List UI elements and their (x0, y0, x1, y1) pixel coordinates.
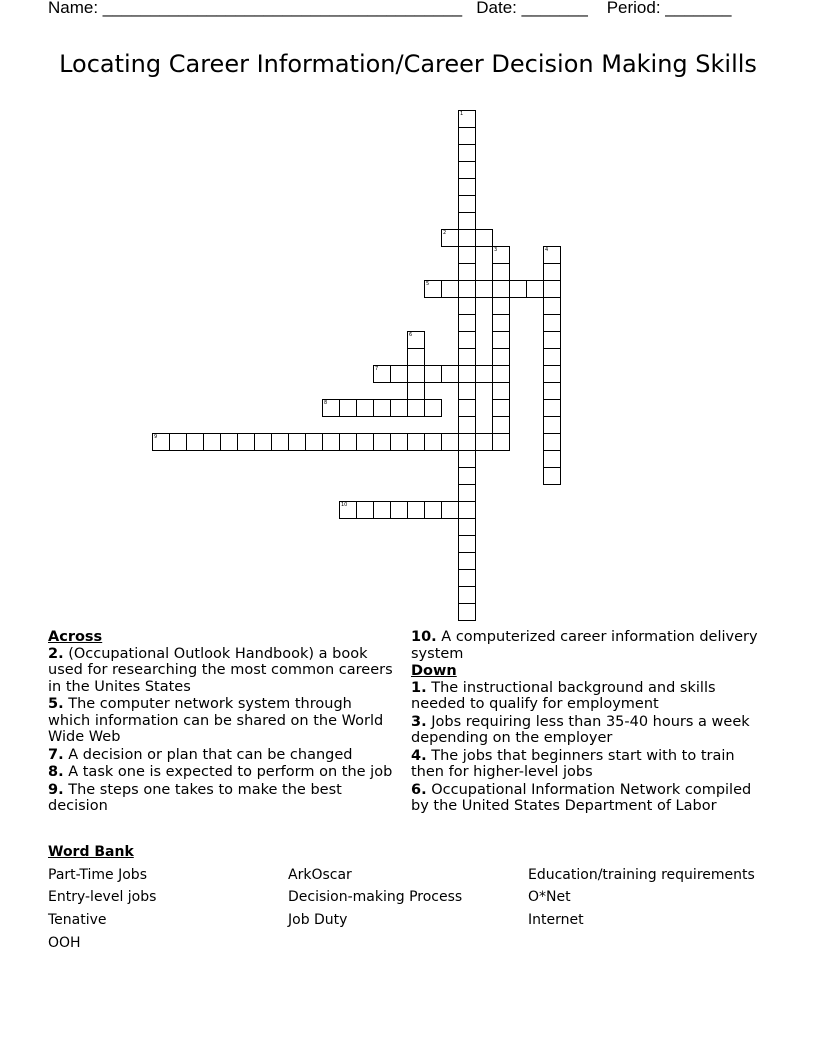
grid-cell[interactable] (424, 280, 442, 298)
clue-number: 10 (341, 502, 348, 508)
grid-cell[interactable] (492, 331, 510, 349)
grid-cell[interactable] (543, 263, 561, 281)
grid-cell[interactable] (458, 280, 476, 298)
clue-across-5: 5. The computer network system through which information can be shared on the World Wide Web (48, 696, 384, 745)
word-bank-item: Part-Time Jobs (48, 867, 147, 883)
word-bank-item: Decision-making Process (288, 889, 463, 905)
word-bank-item: OOH (48, 935, 81, 951)
grid-cell[interactable] (288, 433, 306, 451)
grid-cell[interactable] (390, 433, 408, 451)
clue-number: 7 (375, 366, 379, 372)
grid-cell[interactable] (339, 501, 357, 519)
grid-cell[interactable] (492, 382, 510, 400)
clue-number: 9 (154, 434, 158, 440)
grid-cell[interactable] (458, 535, 476, 553)
clue-across-2: 2. (Occupational Outlook Handbook) a book used for researching the most common careers in the Unites States (48, 645, 393, 695)
grid-cell[interactable] (458, 586, 476, 604)
grid-cell[interactable] (458, 484, 476, 502)
clue-across-8: 8. A task one is expected to perform on the job (48, 764, 393, 780)
clue-across-9: 9. The steps one takes to make the best decision (48, 781, 342, 814)
grid-cell[interactable] (458, 178, 476, 196)
grid-cell[interactable] (271, 433, 289, 451)
grid-cell[interactable] (543, 416, 561, 434)
page-title: Locating Career Information/Career Decision Making Skills (59, 50, 757, 78)
clue-number: 2 (443, 230, 447, 236)
down-heading: Down (411, 663, 457, 679)
grid-cell[interactable] (339, 433, 357, 451)
grid-cell[interactable] (458, 127, 476, 145)
grid-cell[interactable] (492, 314, 510, 332)
grid-cell[interactable] (441, 280, 459, 298)
across-heading: Across (48, 629, 103, 645)
period-field-label: Period: _______ (606, 0, 732, 17)
word-bank-item: Job Duty (288, 912, 348, 928)
grid-cell[interactable] (458, 314, 476, 332)
grid-cell[interactable] (305, 433, 323, 451)
grid-cell[interactable] (492, 433, 510, 451)
grid-cell[interactable] (458, 603, 476, 621)
grid-cell[interactable] (492, 365, 510, 383)
grid-cell[interactable] (356, 399, 374, 417)
grid-cell[interactable] (373, 501, 391, 519)
grid-cell[interactable] (458, 161, 476, 179)
grid-cell[interactable] (356, 501, 374, 519)
grid-cell[interactable] (543, 246, 561, 264)
grid-cell[interactable] (458, 229, 476, 247)
grid-cell[interactable] (339, 399, 357, 417)
grid-cell[interactable] (424, 399, 442, 417)
grid-cell[interactable] (492, 348, 510, 366)
grid-cell[interactable] (458, 110, 476, 128)
grid-cell[interactable] (543, 467, 561, 485)
grid-cell[interactable] (458, 416, 476, 434)
grid-cell[interactable] (424, 433, 442, 451)
grid-cell[interactable] (220, 433, 238, 451)
grid-cell[interactable] (543, 314, 561, 332)
grid-cell[interactable] (458, 433, 476, 451)
grid-cell[interactable] (407, 399, 425, 417)
clue-number: 4 (545, 247, 549, 253)
grid-cell[interactable] (543, 382, 561, 400)
grid-cell[interactable] (458, 501, 476, 519)
date-field-label: Date: _______ (476, 0, 588, 17)
grid-cell[interactable] (543, 348, 561, 366)
grid-cell[interactable] (424, 501, 442, 519)
grid-cell[interactable] (458, 195, 476, 213)
grid-cell[interactable] (543, 433, 561, 451)
grid-cell[interactable] (526, 280, 544, 298)
grid-cell[interactable] (492, 297, 510, 315)
clue-down-3: 3. Jobs requiring less than 35-40 hours a week depending on the employer (411, 713, 750, 746)
grid-cell[interactable] (441, 365, 459, 383)
grid-cell[interactable] (458, 348, 476, 366)
clue-number: 6 (409, 332, 413, 338)
grid-cell[interactable] (509, 280, 527, 298)
grid-cell[interactable] (407, 382, 425, 400)
grid-cell[interactable] (458, 552, 476, 570)
grid-cell[interactable] (390, 399, 408, 417)
grid-cell[interactable] (492, 399, 510, 417)
grid-cell[interactable] (475, 365, 493, 383)
clue-across-7: 7. A decision or plan that can be changed (48, 746, 353, 763)
grid-cell[interactable] (458, 246, 476, 264)
word-bank-item: Entry-level jobs (48, 889, 157, 905)
grid-cell[interactable] (203, 433, 221, 451)
grid-cell[interactable] (458, 569, 476, 587)
grid-cell[interactable] (458, 467, 476, 485)
clue-down-4: 4. The jobs that beginners start with to train then for higher-level jobs (411, 747, 735, 780)
grid-cell[interactable] (441, 433, 459, 451)
word-bank-item: Tenative (48, 912, 107, 928)
grid-cell[interactable] (373, 433, 391, 451)
grid-cell[interactable] (492, 416, 510, 434)
grid-cell[interactable] (458, 399, 476, 417)
grid-cell[interactable] (407, 365, 425, 383)
clue-number: 5 (426, 281, 430, 287)
grid-cell[interactable] (186, 433, 204, 451)
grid-cell[interactable] (441, 229, 459, 247)
grid-cell[interactable] (373, 399, 391, 417)
word-bank-item: O*Net (528, 889, 571, 905)
grid-cell[interactable] (543, 331, 561, 349)
word-bank-item: Internet (528, 912, 584, 928)
grid-cell[interactable] (475, 280, 493, 298)
grid-cell[interactable] (254, 433, 272, 451)
grid-cell[interactable] (390, 365, 408, 383)
grid-cell[interactable] (152, 433, 170, 451)
grid-cell[interactable] (492, 280, 510, 298)
grid-cell[interactable] (356, 433, 374, 451)
grid-cell[interactable] (458, 518, 476, 536)
grid-cell[interactable] (407, 348, 425, 366)
grid-cell[interactable] (543, 365, 561, 383)
clues-left-column (48, 629, 398, 816)
grid-cell[interactable] (237, 433, 255, 451)
word-bank-item: Education/training requirements (528, 867, 755, 883)
grid-cell[interactable] (458, 450, 476, 468)
grid-cell[interactable] (322, 399, 340, 417)
grid-cell[interactable] (458, 263, 476, 281)
clue-number: 8 (324, 400, 328, 406)
grid-cell[interactable] (407, 501, 425, 519)
grid-cell[interactable] (543, 399, 561, 417)
clue-down-6: 6. Occupational Information Network compiled by the United States Department of Labor (411, 781, 752, 814)
grid-cell[interactable] (458, 382, 476, 400)
clue-across-10: 10. A computerized career information delivery system (411, 629, 758, 662)
clue-number: 1 (460, 111, 464, 117)
grid-cell[interactable] (492, 263, 510, 281)
grid-cell[interactable] (441, 501, 459, 519)
grid-cell[interactable] (169, 433, 187, 451)
grid-cell[interactable] (475, 229, 493, 247)
grid-cell[interactable] (458, 331, 476, 349)
grid-cell[interactable] (543, 297, 561, 315)
word-bank-item: ArkOscar (288, 867, 352, 883)
grid-cell[interactable] (407, 433, 425, 451)
grid-cell[interactable] (424, 365, 442, 383)
grid-cell[interactable] (458, 297, 476, 315)
grid-cell[interactable] (373, 365, 391, 383)
clue-number: 3 (494, 247, 498, 253)
grid-cell[interactable] (322, 433, 340, 451)
grid-cell[interactable] (475, 433, 493, 451)
grid-cell[interactable] (458, 365, 476, 383)
clue-down-1: 1. The instructional background and skills needed to qualify for employment (411, 679, 716, 712)
grid-cell[interactable] (543, 280, 561, 298)
word-bank-title: Word Bank (48, 844, 134, 860)
grid-cell[interactable] (458, 212, 476, 230)
clues-right-column (411, 629, 771, 816)
grid-cell[interactable] (492, 246, 510, 264)
name-field-label: Name: ______________________________________ (48, 0, 463, 17)
grid-cell[interactable] (458, 144, 476, 162)
grid-cell[interactable] (543, 450, 561, 468)
grid-cell[interactable] (407, 331, 425, 349)
grid-cell[interactable] (390, 501, 408, 519)
